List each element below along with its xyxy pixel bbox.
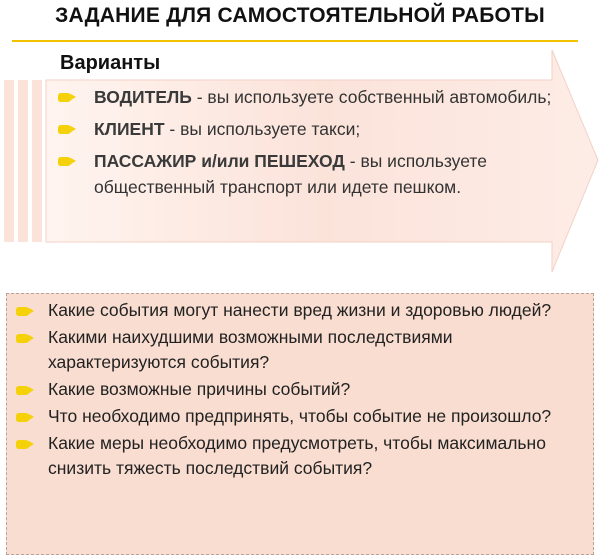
bullet-icon — [58, 125, 72, 134]
question-text: Какие события могут нанести вред жизни и здоровью людей? — [48, 300, 552, 320]
question-item — [12, 404, 594, 429]
variant-text: - вы используете такси; — [164, 119, 361, 139]
page-title: ЗАДАНИЕ ДЛЯ САМОСТОЯТЕЛЬНОЙ РАБОТЫ — [55, 4, 545, 27]
question-text: Какие меры необходимо предусмотреть, чтобы максимально снизить тяжесть последствий события? — [48, 433, 546, 478]
question-text: Что необходимо предпринять, чтобы событие не произошло? — [48, 406, 552, 426]
question-item — [12, 431, 594, 481]
variant-item-driver — [58, 84, 558, 110]
variant-term: ПАССАЖИР и/или ПЕШЕХОД — [94, 151, 345, 171]
bullet-icon — [16, 307, 30, 316]
questions-list — [12, 298, 594, 483]
bullet-icon — [16, 413, 30, 422]
title-underline — [12, 40, 578, 42]
variant-text: - вы используете общественный транспорт или идете пешком. — [94, 151, 487, 197]
bullet-icon — [16, 440, 30, 449]
variant-item-passenger — [58, 148, 558, 200]
question-item — [12, 377, 594, 402]
question-text: Какими наихудшими возможными последствиями характеризуются события? — [48, 327, 453, 372]
bullet-icon — [58, 157, 72, 166]
variant-item-client — [58, 116, 558, 142]
question-item — [12, 298, 594, 323]
bullet-icon — [16, 386, 30, 395]
bullet-icon — [58, 93, 72, 102]
variants-list — [58, 84, 558, 206]
variant-term: КЛИЕНТ — [94, 119, 165, 139]
bullet-icon — [16, 334, 30, 343]
question-item — [12, 325, 594, 375]
variants-heading: Варианты — [60, 52, 161, 74]
variant-text: - вы используете собственный автомобиль; — [191, 87, 552, 107]
variant-term: ВОДИТЕЛЬ — [94, 87, 192, 107]
question-text: Какие возможные причины событий? — [48, 379, 351, 399]
